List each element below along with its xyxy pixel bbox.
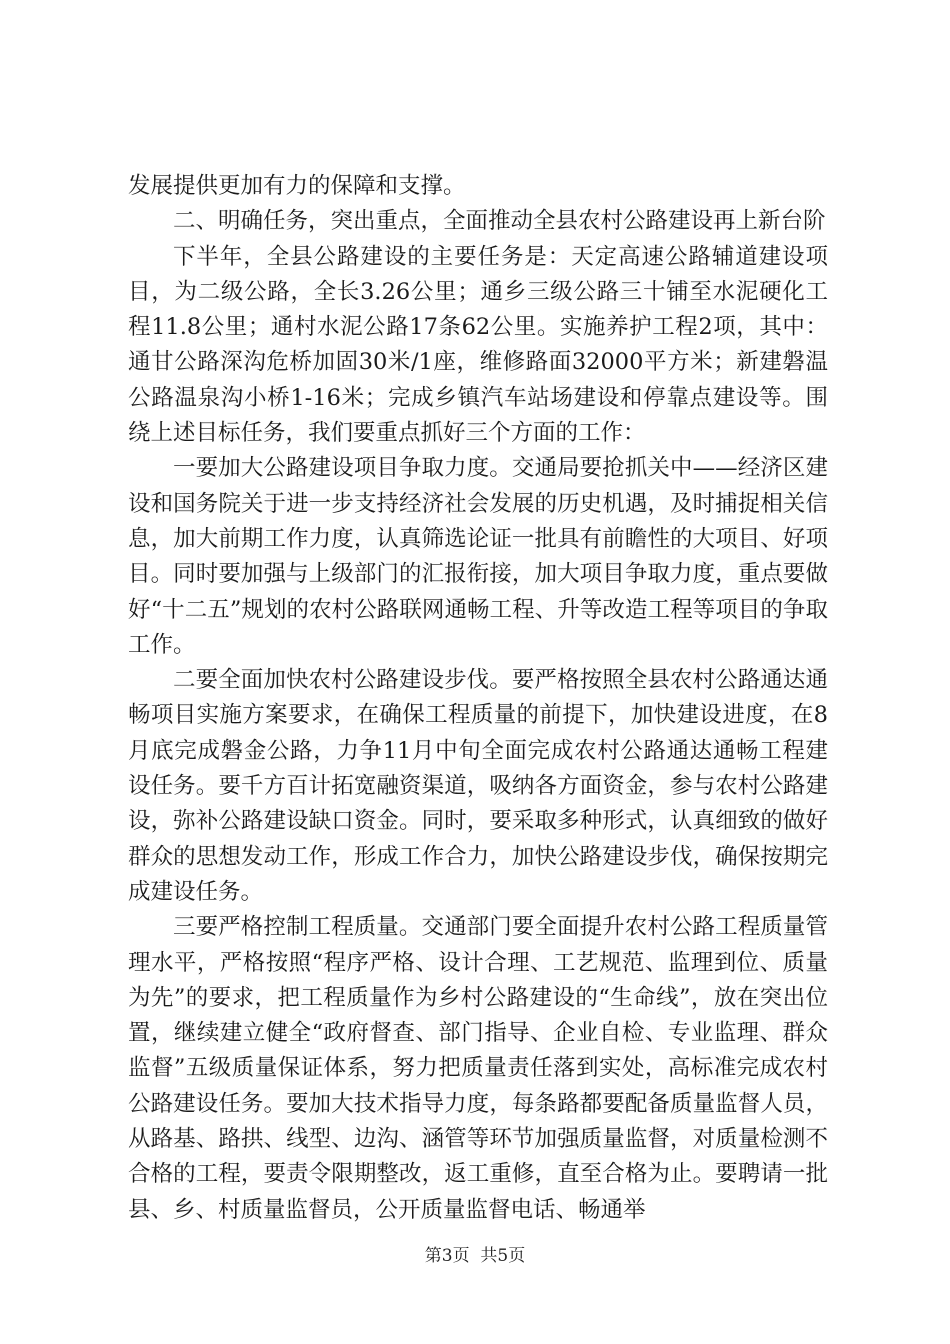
paragraph-project-funding: 一要加大公路建设项目争取力度。交通局要抢抓关中——经济区建设和国务院关于进一步支持经济社会发展的历史机遇，及时捕捉相关信息，加大前期工作力度，认真筛选论证一批具有前瞻性的大项目、好项目。同时要加强与上级部门的汇报衔接，加大项目争取力度，重点要做好“十二五”规划的农村公路联网通畅工程、升等改造工程等项目的争取工作。 [128,455,828,658]
paragraph-construction-pace: 二要全面加快农村公路建设步伐。要严格按照全县农村公路通达通畅项目实施方案要求，在确保工程质量的前提下，加快建设进度，在8月底完成磐金公路，力争11月中旬全面完成农村公路通达通畅工程建设任务。要千方百计拓宽融资渠道，吸纳各方面资金，参与农村公路建设，弥补公路建设缺口资金。同时，要采取多种形式，认真细致的做好群众的思想发动工作，形成工作合力，加快公路建设步伐，确保按期完成建设任务。 [128,667,828,905]
paragraph-continuation: 发展提供更加有力的保障和支撑。 [128,173,466,199]
page-footer [0,1245,950,1267]
paragraph-quality-control: 三要严格控制工程质量。交通部门要全面提升农村公路工程质量管理水平，严格按照“程序严格、设计合理、工艺规范、监理到位、质量为先”的要求，把工程质量作为乡村公路建设的“生命线”，放在突出位置，继续建立健全“政府督查、部门指导、企业自检、专业监理、群众监督”五级质量保证体系，努力把质量责任落到实处，高标准完成农村公路建设任务。要加大技术指导力度，每条路都要配备质量监督人员，从路基、路拱、线型、边沟、涵管等环节加强质量监督，对质量检测不合格的工程，要责令限期整改，返工重修，直至合格为止。要聘请一批县、乡、村质量监督员，公开质量监督电话、畅通举 [128,914,828,1223]
section-heading: 二、明确任务，突出重点，全面推动全县农村公路建设再上新台阶 [173,208,826,235]
page-number: 第3页 [424,1246,470,1266]
page-total: 共5页 [480,1246,526,1266]
paragraph-main-tasks: 下半年，全县公路建设的主要任务是：天定高速公路辅道建设项目，为二级公路，全长3.26公里；通乡三级公路三十铺至水泥硬化工程11.8公里；通村水泥公路17条62公里。实施养护工程2项，其中：通甘公路深沟危桥加固30米/1座，维修路面32000平方米；新建磐温公路温泉沟小桥1-16米；完成乡镇汽车站场建设和停靠点建设等。围绕上述目标任务，我们要重点抓好三个方面的工作： [128,243,828,447]
document-body [128,169,828,1228]
